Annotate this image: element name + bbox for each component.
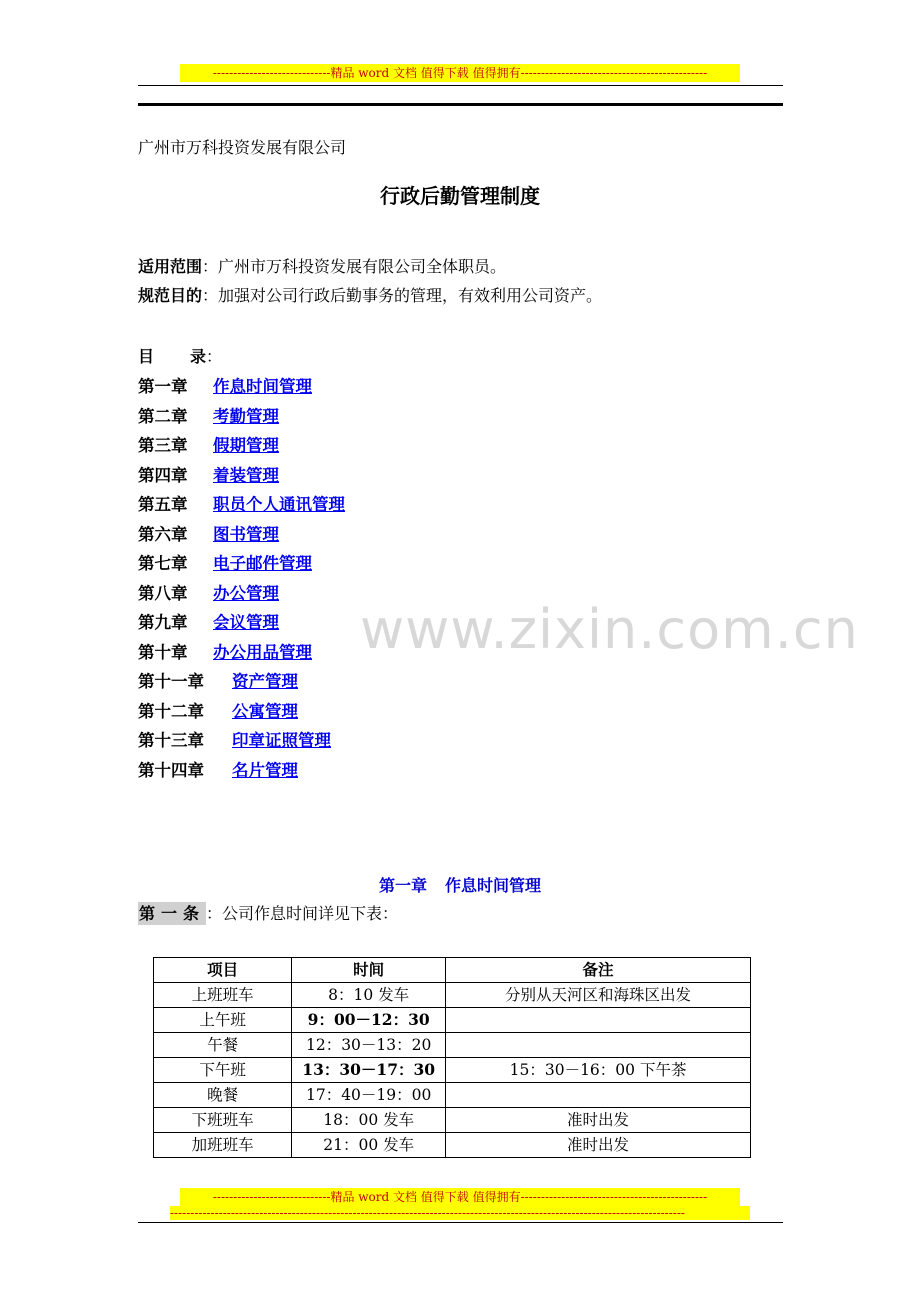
table-of-contents bbox=[138, 373, 345, 786]
toc-item-number: 第三章 bbox=[138, 436, 188, 455]
toc-link-communication[interactable]: 职员个人通讯管理 bbox=[213, 495, 345, 514]
table-cell: 18：00 发车 bbox=[292, 1108, 446, 1133]
table-cell: 13：30－17：30 bbox=[292, 1058, 446, 1083]
toc-link-books[interactable]: 图书管理 bbox=[213, 524, 279, 544]
toc-item-number: 第十一章 bbox=[138, 672, 204, 691]
table-row bbox=[154, 1083, 751, 1108]
toc-link-supplies[interactable]: 办公用品管理 bbox=[213, 642, 312, 662]
toc-item-number: 第十四章 bbox=[138, 760, 204, 780]
chapter-heading bbox=[0, 873, 920, 896]
article-text: ：公司作息时间详见下表： bbox=[206, 904, 399, 923]
toc-heading-b: 录 bbox=[190, 347, 207, 366]
toc-item-number: 第五章 bbox=[138, 495, 188, 514]
toc-item bbox=[138, 727, 345, 757]
table-cell bbox=[446, 1008, 751, 1033]
table-row bbox=[154, 1108, 751, 1133]
table-cell: 分别从天河区和海珠区出发 bbox=[446, 983, 751, 1008]
table-cell: 下午班 bbox=[154, 1058, 292, 1083]
table-cell: 准时出发 bbox=[446, 1108, 751, 1133]
table-cell: 上班班车 bbox=[154, 983, 292, 1008]
toc-item bbox=[138, 403, 345, 433]
toc-link-attendance[interactable]: 考勤管理 bbox=[213, 406, 279, 426]
toc-item-number: 第四章 bbox=[138, 465, 188, 485]
purpose-label: 规范目的 bbox=[138, 286, 203, 305]
column-header: 备注 bbox=[446, 958, 751, 983]
column-header: 时间 bbox=[292, 958, 446, 983]
toc-link-apartments[interactable]: 公寓管理 bbox=[232, 701, 298, 721]
scope-label: 适用范围 bbox=[138, 257, 203, 276]
toc-link-seals[interactable]: 印章证照管理 bbox=[232, 731, 331, 750]
toc-heading-a: 目 bbox=[138, 347, 155, 366]
table-row bbox=[154, 1058, 751, 1083]
table-cell bbox=[446, 1033, 751, 1058]
table-cell: 午餐 bbox=[154, 1033, 292, 1058]
toc-item-number: 第九章 bbox=[138, 613, 188, 632]
watermark: www.zixin.com.cn bbox=[360, 598, 859, 661]
toc-item bbox=[138, 757, 345, 787]
table-row bbox=[154, 1133, 751, 1158]
document-title: 行政后勤管理制度 bbox=[380, 184, 540, 208]
chapter-number: 第一章 bbox=[378, 876, 427, 895]
toc-item bbox=[138, 550, 345, 580]
toc-link-assets[interactable]: 资产管理 bbox=[232, 672, 298, 691]
footer-dash-line: ------------------------------------------------------------------------------------------------------------------------------- bbox=[170, 1206, 750, 1220]
toc-item bbox=[138, 521, 345, 551]
toc-item bbox=[138, 432, 345, 462]
toc-heading-colon: ： bbox=[206, 347, 223, 366]
toc-item-number: 第十章 bbox=[138, 642, 188, 662]
toc-link-meetings[interactable]: 会议管理 bbox=[213, 613, 279, 632]
table-cell: 下班班车 bbox=[154, 1108, 292, 1133]
table-cell: 21：00 发车 bbox=[292, 1133, 446, 1158]
scope-text: ：广州市万科投资发展有限公司全体职员。 bbox=[202, 257, 507, 276]
footer-banner: -----------------------------精品 word 文档 值得下载 值得拥有---------------------------------------------- bbox=[180, 1188, 740, 1206]
toc-item-number: 第十二章 bbox=[138, 701, 204, 721]
schedule-table bbox=[153, 957, 751, 1158]
toc-item bbox=[138, 491, 345, 521]
purpose-text: ：加强对公司行政后勤事务的管理，有效利用公司资产。 bbox=[202, 286, 603, 305]
toc-item bbox=[138, 698, 345, 728]
header-banner: -----------------------------精品 word 文档 值得下载 值得拥有---------------------------------------------- bbox=[180, 64, 740, 82]
toc-link-leave[interactable]: 假期管理 bbox=[213, 436, 279, 455]
header-rule-thin bbox=[138, 85, 783, 86]
company-name: 广州市万科投资发展有限公司 bbox=[138, 138, 347, 157]
toc-item bbox=[138, 639, 345, 669]
toc-item bbox=[138, 580, 345, 610]
toc-link-dress[interactable]: 着装管理 bbox=[213, 465, 279, 485]
toc-item bbox=[138, 373, 345, 403]
table-cell: 8：10 发车 bbox=[292, 983, 446, 1008]
column-header: 项目 bbox=[154, 958, 292, 983]
toc-item bbox=[138, 668, 345, 698]
table-cell bbox=[446, 1083, 751, 1108]
table-cell: 17：40－19：00 bbox=[292, 1083, 446, 1108]
toc-link-email[interactable]: 电子邮件管理 bbox=[213, 554, 312, 573]
chapter-title: 作息时间管理 bbox=[445, 876, 542, 895]
purpose-line bbox=[138, 285, 602, 307]
table-row bbox=[154, 1008, 751, 1033]
footer-rule bbox=[138, 1222, 783, 1223]
toc-item-number: 第八章 bbox=[138, 583, 188, 603]
table-cell: 9：00－12：30 bbox=[292, 1008, 446, 1033]
toc-item bbox=[138, 609, 345, 639]
table-cell: 加班班车 bbox=[154, 1133, 292, 1158]
table-cell: 准时出发 bbox=[446, 1133, 751, 1158]
table-cell: 晚餐 bbox=[154, 1083, 292, 1108]
article-line bbox=[138, 902, 398, 926]
toc-link-business-cards[interactable]: 名片管理 bbox=[232, 760, 298, 780]
toc-heading bbox=[138, 344, 222, 367]
toc-item-number: 第一章 bbox=[138, 377, 188, 396]
toc-item-number: 第七章 bbox=[138, 554, 188, 573]
scope-line bbox=[138, 256, 506, 278]
table-cell: 15：30－16：00 下午茶 bbox=[446, 1058, 751, 1083]
article-label: 第一条 bbox=[139, 904, 206, 923]
toc-item-number: 第二章 bbox=[138, 406, 188, 426]
toc-link-schedule[interactable]: 作息时间管理 bbox=[213, 377, 312, 396]
table-cell: 上午班 bbox=[154, 1008, 292, 1033]
header-rule-thick bbox=[138, 103, 783, 106]
toc-item bbox=[138, 462, 345, 492]
toc-item-number: 第六章 bbox=[138, 524, 188, 544]
toc-link-office[interactable]: 办公管理 bbox=[213, 583, 279, 603]
table-header-row bbox=[154, 958, 751, 983]
table-cell: 12：30－13：20 bbox=[292, 1033, 446, 1058]
table-row bbox=[154, 1033, 751, 1058]
toc-item-number: 第十三章 bbox=[138, 731, 204, 750]
table-row bbox=[154, 983, 751, 1008]
